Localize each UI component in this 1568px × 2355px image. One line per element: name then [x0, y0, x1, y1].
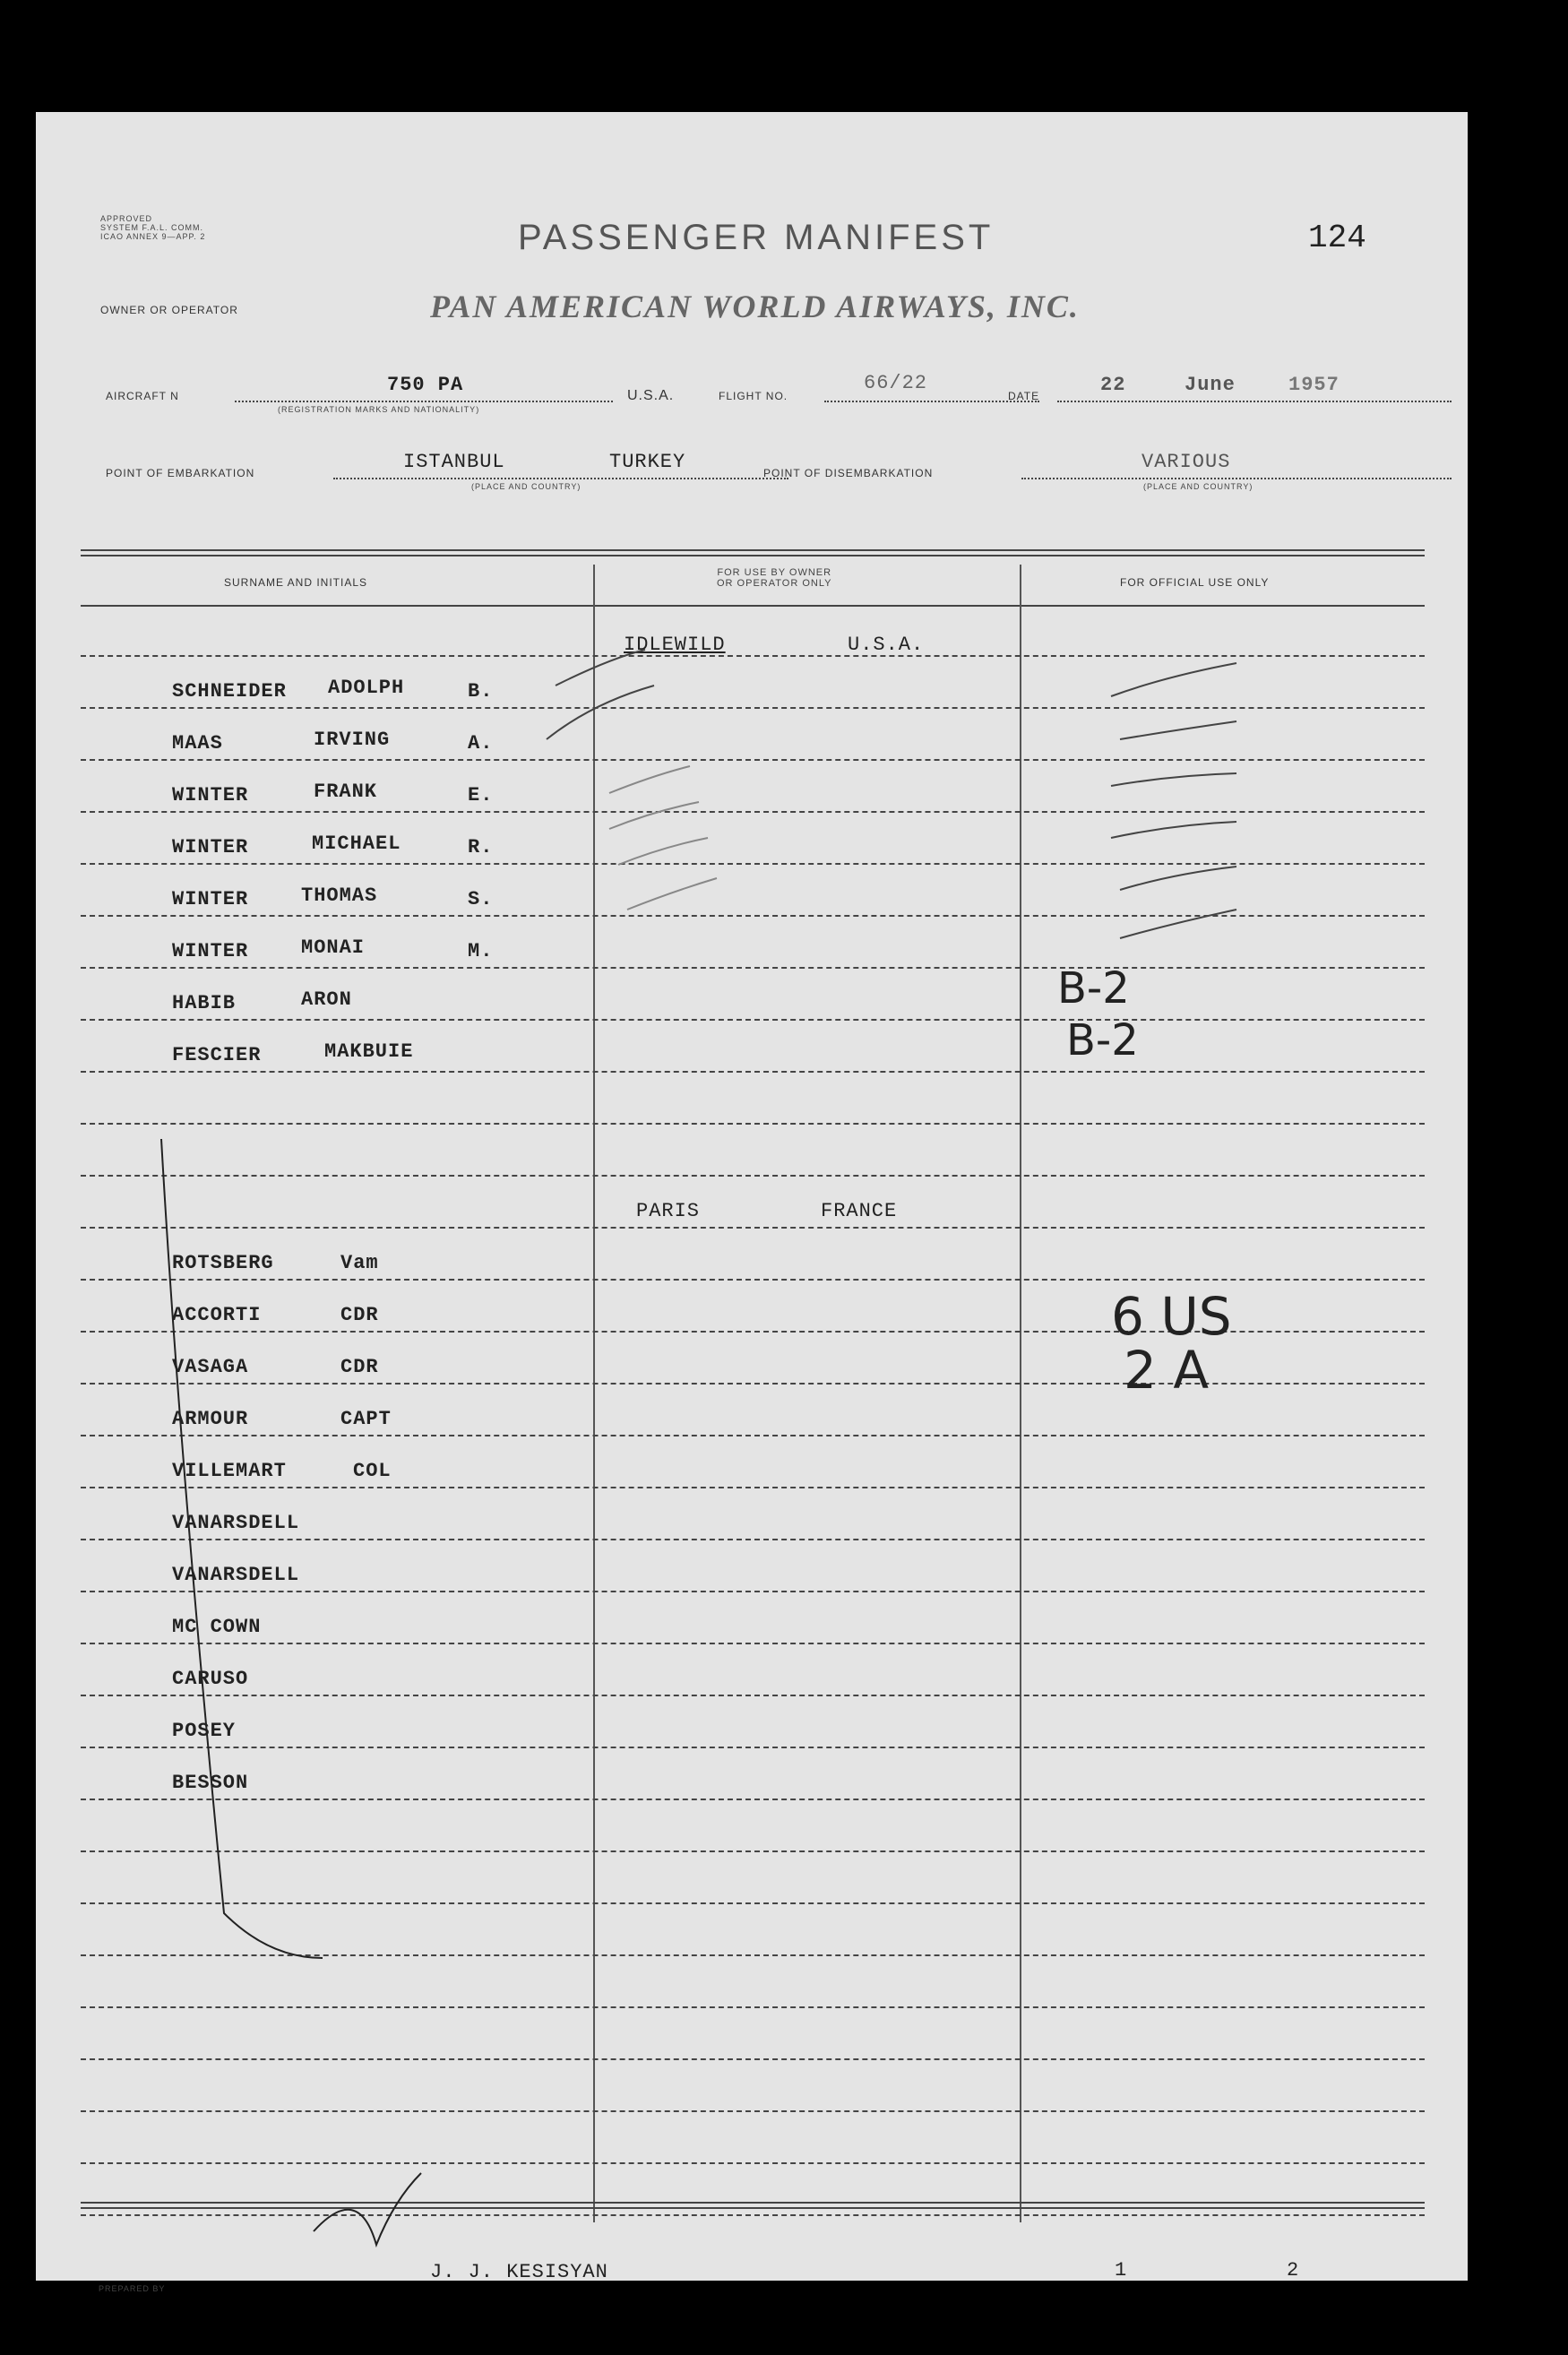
- approval-line: ICAO ANNEX 9—APP. 2: [100, 232, 206, 241]
- page-number: 124: [1308, 220, 1366, 256]
- official-mark: 6 US: [1111, 1286, 1232, 1347]
- passenger-first-name: THOMAS: [301, 884, 378, 907]
- bracket-icon: [161, 1139, 323, 1958]
- passenger-initial: A.: [468, 732, 494, 755]
- owner-use-line: FOR USE BY OWNER: [717, 567, 832, 578]
- passenger-surname: WINTER: [172, 888, 249, 910]
- passenger-initial: S.: [468, 888, 494, 910]
- approval-line: SYSTEM F.A.L. COMM.: [100, 223, 204, 232]
- passenger-first-name: COL: [353, 1460, 392, 1482]
- passenger-surname: BESSON: [172, 1772, 249, 1794]
- passenger-first-name: CAPT: [340, 1408, 392, 1430]
- check-mark-icon: [1111, 663, 1236, 938]
- passenger-initial: E.: [468, 784, 494, 807]
- passenger-first-name: MONAI: [301, 936, 366, 959]
- aircraft-value: 750 PA: [387, 374, 464, 396]
- aircraft-label: AIRCRAFT N: [106, 390, 179, 402]
- passenger-first-name: CDR: [340, 1304, 379, 1326]
- pencil-marks: [36, 112, 1468, 2281]
- check-mark-icon: [547, 650, 717, 910]
- disembarkation-value: VARIOUS: [1142, 451, 1231, 473]
- passenger-first-name: ARON: [301, 988, 352, 1011]
- column-header-official: FOR OFFICIAL USE ONLY: [1120, 576, 1270, 589]
- passenger-surname: VASAGA: [172, 1356, 249, 1378]
- embarkation-country: TURKEY: [609, 451, 686, 473]
- prepared-by-label: PREPARED BY: [99, 2284, 166, 2293]
- passenger-surname: POSEY: [172, 1720, 237, 1742]
- manifest-page: [36, 112, 1468, 2293]
- embarkation-note: (PLACE AND COUNTRY): [471, 482, 582, 491]
- owner-use-line: OR OPERATOR ONLY: [717, 578, 832, 589]
- aircraft-note: (REGISTRATION MARKS AND NATIONALITY): [278, 405, 480, 414]
- page-of-current: 1: [1115, 2259, 1128, 2282]
- passenger-first-name: CDR: [340, 1356, 379, 1378]
- passenger-surname: ROTSBERG: [172, 1252, 274, 1274]
- passenger-surname: CARUSO: [172, 1668, 249, 1690]
- airline-name: PAN AMERICAN WORLD AIRWAYS, INC.: [430, 289, 1080, 324]
- passenger-initial: B.: [468, 680, 494, 703]
- preparer-name: J. J. KESISYAN: [430, 2261, 608, 2283]
- passenger-first-name: FRANK: [314, 781, 378, 803]
- passenger-surname: MC COWN: [172, 1616, 262, 1638]
- passenger-surname: FESCIER: [172, 1044, 262, 1066]
- disembarkation-label: POINT OF DISEMBARKATION: [763, 467, 934, 479]
- passenger-surname: WINTER: [172, 784, 249, 807]
- passenger-first-name: MAKBUIE: [324, 1040, 414, 1063]
- passenger-surname: WINTER: [172, 940, 249, 962]
- passenger-surname: VILLEMART: [172, 1460, 287, 1482]
- signature-icon: [314, 2173, 421, 2245]
- passenger-surname: WINTER: [172, 836, 249, 858]
- passenger-surname: SCHNEIDER: [172, 680, 287, 703]
- flight-value: 66/22: [864, 372, 928, 394]
- passenger-first-name: Vam: [340, 1252, 379, 1274]
- embarkation-city: ISTANBUL: [403, 451, 505, 473]
- date-day: 22: [1100, 374, 1126, 396]
- page-of-total: 2: [1287, 2259, 1300, 2282]
- date-month: June: [1185, 374, 1236, 396]
- passenger-first-name: IRVING: [314, 729, 391, 751]
- official-mark: 2 A: [1124, 1340, 1210, 1401]
- passenger-surname: VANARSDELL: [172, 1512, 300, 1534]
- destination-city: PARIS: [636, 1200, 701, 1222]
- disembarkation-note: (PLACE AND COUNTRY): [1143, 482, 1254, 491]
- passenger-surname: MAAS: [172, 732, 223, 755]
- date-label: DATE: [1008, 390, 1040, 402]
- destination-city: IDLEWILD: [624, 634, 726, 656]
- embarkation-label: POINT OF EMBARKATION: [106, 467, 255, 479]
- passenger-surname: ACCORTI: [172, 1304, 262, 1326]
- destination-country: FRANCE: [821, 1200, 898, 1222]
- passenger-surname: HABIB: [172, 992, 237, 1014]
- official-mark: B-2: [1066, 1015, 1139, 1065]
- passenger-initial: M.: [468, 940, 494, 962]
- passenger-surname: VANARSDELL: [172, 1564, 300, 1586]
- passenger-initial: R.: [468, 836, 494, 858]
- passenger-surname: ARMOUR: [172, 1408, 249, 1430]
- flight-label: FLIGHT NO.: [719, 390, 788, 402]
- official-mark: B-2: [1057, 963, 1130, 1014]
- page-title: PASSENGER MANIFEST: [518, 218, 995, 257]
- destination-country: U.S.A.: [848, 634, 925, 656]
- approval-line: APPROVED: [100, 214, 153, 223]
- country-code: U.S.A.: [627, 388, 675, 403]
- date-year: 1957: [1288, 374, 1340, 396]
- passenger-first-name: ADOLPH: [328, 677, 405, 699]
- owner-label: OWNER OR OPERATOR: [100, 304, 238, 316]
- column-header-surname: SURNAME AND INITIALS: [224, 576, 368, 589]
- passenger-first-name: MICHAEL: [312, 832, 401, 855]
